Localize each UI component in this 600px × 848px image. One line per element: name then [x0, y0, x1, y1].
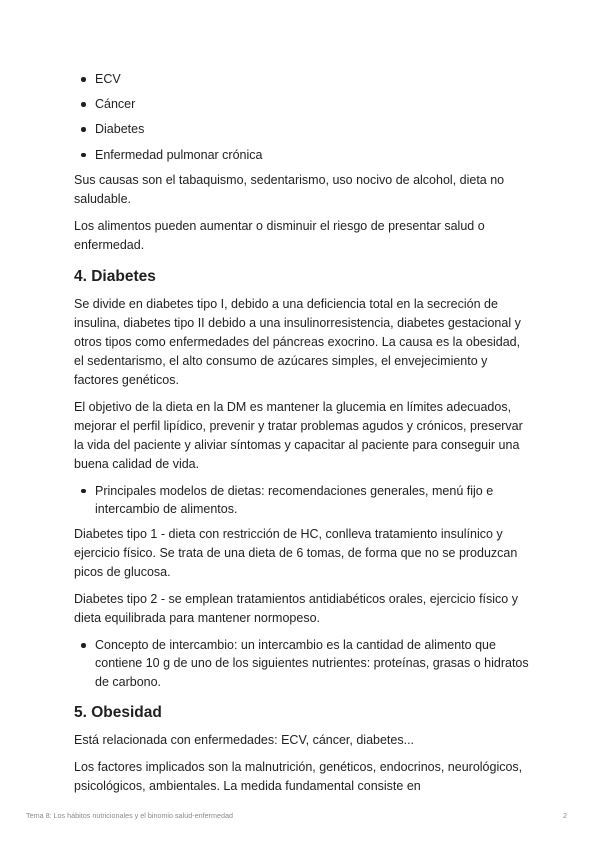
paragraph: Los factores implicados son la malnutrición, genéticos, endocrinos, neurológicos, psicológicos, ambientales. La medida fundamental consiste en: [74, 759, 523, 793]
section-heading-obesidad: 5. Obesidad: [74, 703, 162, 721]
document-page: [74, 70, 530, 804]
section-heading-diabetes: 4. Diabetes: [74, 267, 156, 285]
list-item: Diabetes: [74, 120, 530, 138]
paragraph: Diabetes tipo 2 - se emplean tratamientos antidiabéticos orales, ejercicio físico y dieta equilibrada para mantener normopeso.: [74, 592, 518, 626]
list-item: ECV: [74, 70, 530, 88]
paragraph: El objetivo de la dieta en la DM es mantener la glucemia en límites adecuados, mejorar el perfil lipídico, prevenir y tratar problemas agudos y crónicos, preservar la vida del paciente y aliviar síntomas y capacitar al paciente para conseguir una buena calidad de vida.: [74, 399, 523, 471]
exchange-concept-list: [74, 636, 530, 691]
list-item: Concepto de intercambio: un intercambio es la cantidad de alimento que contiene 10 g de uno de los siguientes nutrientes: proteínas, grasas o hidratos de carbono.: [74, 636, 530, 691]
paragraph: Diabetes tipo 1 - dieta con restricción de HC, conlleva tratamiento insulínico y ejercicio físico. Se trata de una dieta de 6 tomas, de forma que no se produzcan picos de glucosa.: [74, 527, 518, 580]
paragraph: Está relacionada con enfermedades: ECV, cáncer, diabetes...: [74, 732, 415, 747]
paragraph: Los alimentos pueden aumentar o disminuir el riesgo de presentar salud o enfermedad.: [74, 218, 485, 252]
paragraph: Sus causas son el tabaquismo, sedentarismo, uso nocivo de alcohol, dieta no saludable.: [74, 172, 505, 206]
disease-list: [74, 70, 530, 164]
page-number: 2: [563, 811, 567, 820]
list-item: Enfermedad pulmonar crónica: [74, 146, 530, 164]
list-item: Principales modelos de dietas: recomendaciones generales, menú fijo e intercambio de alimentos.: [74, 482, 530, 518]
footer-title: Tema 8: Los hábitos nutricionales y el binomio salud-enfermedad: [26, 811, 233, 820]
paragraph: Se divide en diabetes tipo I, debido a una deficiencia total en la secreción de insulina, diabetes tipo II debido a una insulinorresistencia, diabetes gestacional y otros tipos como enfermedades del páncreas exocrino. La causa es la obesidad, el sedentarismo, el alto consumo de azúcares simples, el envejecimiento y factores genéticos.: [74, 296, 521, 387]
list-item: Cáncer: [74, 95, 530, 113]
diet-models-list: [74, 482, 530, 518]
